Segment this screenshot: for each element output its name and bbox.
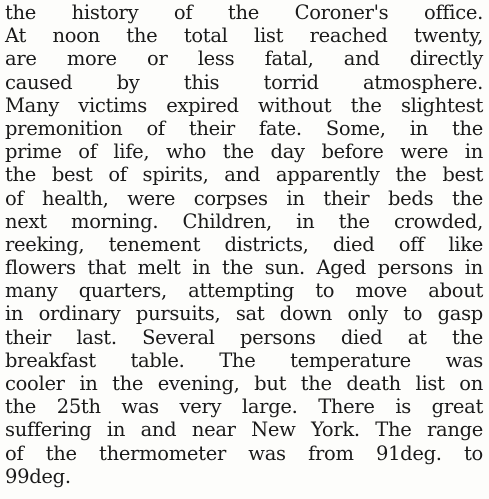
text-line: the 25th was very large. There is great xyxy=(5,395,483,419)
text-line: suffering in and near New York. The range xyxy=(5,418,483,442)
text-line: the history of the Coroner's office. xyxy=(5,1,483,24)
text-line: many quarters, attempting to move about xyxy=(5,279,483,303)
text-line: breakfast table. The temperature was xyxy=(5,348,483,372)
text-line: the best of spirits, and apparently the best xyxy=(5,163,483,187)
text-line: prime of life, who the day before were in xyxy=(5,140,483,164)
text-line: in ordinary pursuits, sat down only to gasp xyxy=(5,302,483,326)
text-line: reeking, tenement districts, died off like xyxy=(5,232,483,256)
text-line: premonition of their fate. Some, in the xyxy=(5,116,483,140)
text-line: At noon the total list reached twenty, xyxy=(5,24,483,48)
article-text xyxy=(5,1,483,488)
text-line: of the thermometer was from 91deg. to xyxy=(5,441,483,465)
text-line: their last. Several persons died at the xyxy=(5,325,483,349)
text-line: 99deg. xyxy=(5,464,71,488)
text-line: are more or less fatal, and directly xyxy=(5,47,483,71)
text-line: next morning. Children, in the crowded, xyxy=(5,209,483,233)
text-line: flowers that melt in the sun. Aged persons in xyxy=(5,256,483,280)
text-line: Many victims expired without the slightest xyxy=(5,93,483,117)
text-line: of health, were corpses in their beds the xyxy=(5,186,483,210)
text-line: caused by this torrid atmosphere. xyxy=(5,70,483,94)
text-line: cooler in the evening, but the death list on xyxy=(5,372,483,395)
